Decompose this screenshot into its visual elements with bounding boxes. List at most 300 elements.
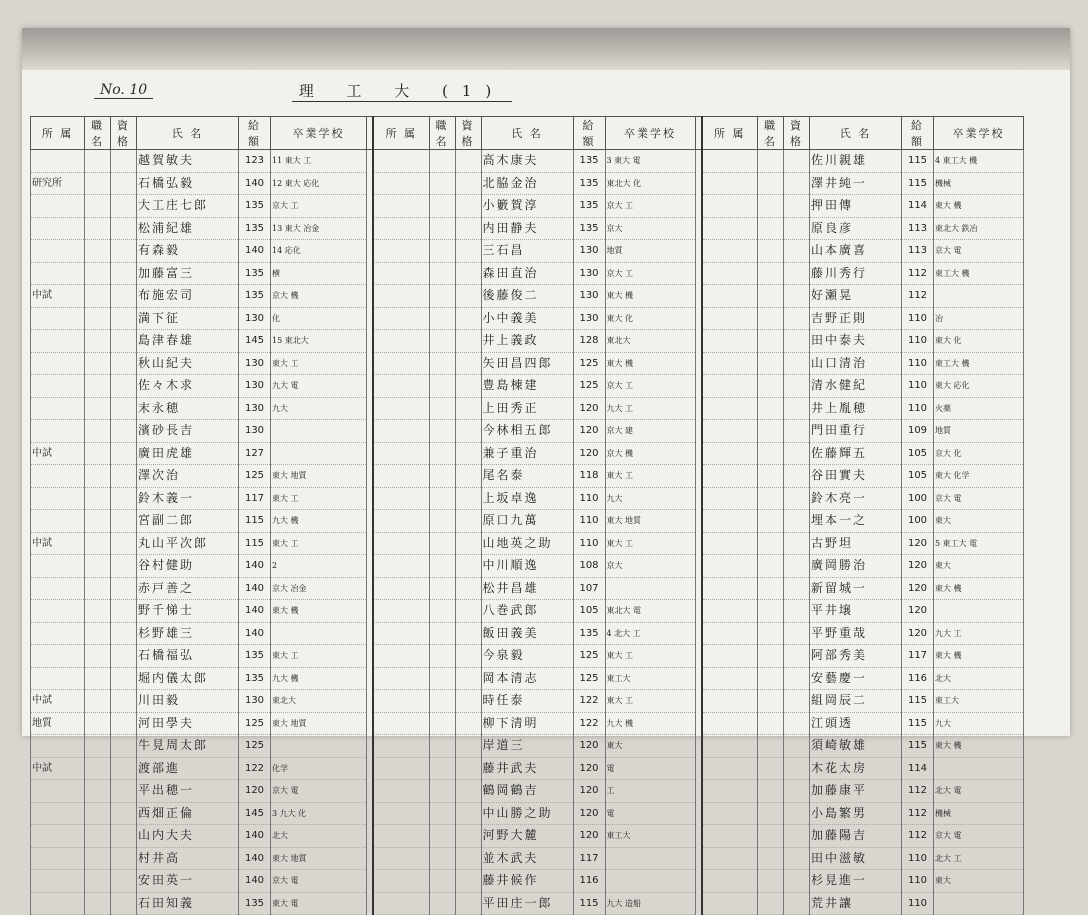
table-row: [31, 285, 1024, 308]
salary-cell: 125: [573, 645, 605, 668]
table-row: [31, 622, 1024, 645]
name-cell: 鶴岡鶴吉: [481, 780, 573, 803]
school-cell: 東工大 機: [934, 262, 1024, 285]
title-cell: [758, 802, 784, 825]
salary-cell: 110: [573, 510, 605, 533]
salary-cell: 115: [902, 712, 934, 735]
dept-cell: [31, 240, 85, 263]
column-header: 卒業学校: [934, 117, 1024, 150]
school-cell: 3 東大 電: [605, 150, 695, 173]
dept-cell: [31, 600, 85, 623]
school-cell: 3 九大 化: [271, 802, 367, 825]
title-cell: [429, 150, 455, 173]
column-header: 職名: [429, 117, 455, 150]
salary-cell: 135: [239, 645, 271, 668]
name-cell: 原良彦: [810, 217, 902, 240]
salary-cell: 135: [239, 892, 271, 915]
dept-cell: [373, 667, 429, 690]
dept-cell: [373, 712, 429, 735]
column-header: 資格: [784, 117, 810, 150]
qual-cell: [111, 172, 137, 195]
name-cell: 山内大夫: [137, 825, 239, 848]
name-cell: 柳下清明: [481, 712, 573, 735]
school-cell: 東大 機: [934, 577, 1024, 600]
document-sheet: [22, 28, 1070, 910]
school-cell: 九大 機: [605, 712, 695, 735]
dept-cell: [702, 712, 758, 735]
dept-cell: [373, 510, 429, 533]
dept-cell: [31, 375, 85, 398]
dept-cell: [373, 802, 429, 825]
school-cell: 東大: [934, 870, 1024, 893]
name-cell: 井上胤穂: [810, 397, 902, 420]
column-header: 給 額: [902, 117, 934, 150]
school-cell: 京大 工: [271, 195, 367, 218]
dept-cell: [31, 825, 85, 848]
salary-cell: 115: [902, 690, 934, 713]
title-cell: [85, 600, 111, 623]
salary-cell: 117: [239, 487, 271, 510]
salary-cell: 140: [239, 870, 271, 893]
name-cell: 矢田昌四郎: [481, 352, 573, 375]
name-cell: 廣岡勝治: [810, 555, 902, 578]
dept-cell: 中試: [31, 285, 85, 308]
column-header: 所 属: [702, 117, 758, 150]
qual-cell: [111, 330, 137, 353]
dept-cell: [702, 420, 758, 443]
school-cell: 京大: [605, 217, 695, 240]
qual-cell: [111, 735, 137, 758]
dept-cell: [31, 330, 85, 353]
title-cell: [85, 780, 111, 803]
table-row: [31, 420, 1024, 443]
qual-cell: [455, 442, 481, 465]
salary-cell: 135: [573, 150, 605, 173]
title-cell: [85, 240, 111, 263]
qual-cell: [784, 397, 810, 420]
qual-cell: [784, 555, 810, 578]
qual-cell: [784, 802, 810, 825]
salary-cell: 117: [902, 645, 934, 668]
school-cell: 京大: [605, 555, 695, 578]
title-cell: [429, 780, 455, 803]
dept-cell: [31, 420, 85, 443]
dept-cell: [373, 442, 429, 465]
qual-cell: [784, 757, 810, 780]
dept-cell: [31, 892, 85, 915]
title-cell: [85, 870, 111, 893]
name-cell: 佐々木求: [137, 375, 239, 398]
dept-cell: [373, 870, 429, 893]
dept-cell: [702, 195, 758, 218]
dept-cell: [31, 847, 85, 870]
dept-cell: [702, 375, 758, 398]
qual-cell: [784, 217, 810, 240]
school-cell: 九大: [271, 397, 367, 420]
dept-cell: [373, 150, 429, 173]
qual-cell: [455, 217, 481, 240]
dept-cell: [31, 780, 85, 803]
title-cell: [85, 735, 111, 758]
name-cell: 山本廣喜: [810, 240, 902, 263]
salary-cell: 115: [902, 150, 934, 173]
table-row: [31, 397, 1024, 420]
qual-cell: [455, 870, 481, 893]
salary-cell: 125: [573, 667, 605, 690]
salary-cell: 118: [573, 465, 605, 488]
dept-cell: [31, 510, 85, 533]
salary-cell: 125: [573, 352, 605, 375]
salary-cell: 135: [573, 172, 605, 195]
title-cell: [429, 532, 455, 555]
salary-cell: 130: [239, 352, 271, 375]
school-cell: 電: [605, 802, 695, 825]
name-cell: 八巻武郎: [481, 600, 573, 623]
qual-cell: [111, 510, 137, 533]
dept-cell: [702, 802, 758, 825]
name-cell: 杉見進一: [810, 870, 902, 893]
salary-cell: 109: [902, 420, 934, 443]
name-cell: 兼子重治: [481, 442, 573, 465]
dept-cell: [31, 802, 85, 825]
name-cell: 並木武夫: [481, 847, 573, 870]
name-cell: 佐川親雄: [810, 150, 902, 173]
salary-cell: 125: [239, 465, 271, 488]
title-cell: [85, 352, 111, 375]
dept-cell: [31, 397, 85, 420]
name-cell: 安藝慶一: [810, 667, 902, 690]
table-row: [31, 532, 1024, 555]
qual-cell: [784, 532, 810, 555]
name-cell: 小島繁男: [810, 802, 902, 825]
title-cell: [85, 757, 111, 780]
column-header: 資格: [111, 117, 137, 150]
name-cell: 平田庄一郎: [481, 892, 573, 915]
title-cell: [85, 532, 111, 555]
name-cell: 宮副二郎: [137, 510, 239, 533]
salary-cell: 110: [902, 307, 934, 330]
title-cell: [758, 285, 784, 308]
name-cell: 藤井武夫: [481, 757, 573, 780]
school-cell: 東大 機: [934, 645, 1024, 668]
qual-cell: [455, 847, 481, 870]
title-cell: [758, 780, 784, 803]
salary-cell: 127: [239, 442, 271, 465]
name-cell: 谷田實夫: [810, 465, 902, 488]
dept-cell: [31, 622, 85, 645]
name-cell: 大工庄七郎: [137, 195, 239, 218]
title-cell: [429, 172, 455, 195]
title-cell: [85, 510, 111, 533]
table-row: [31, 690, 1024, 713]
qual-cell: [111, 285, 137, 308]
qual-cell: [455, 645, 481, 668]
name-cell: 高木康夫: [481, 150, 573, 173]
title-cell: [85, 150, 111, 173]
qual-cell: [111, 667, 137, 690]
dept-cell: [373, 645, 429, 668]
dept-cell: [31, 465, 85, 488]
dept-cell: [702, 442, 758, 465]
name-cell: 豊島棟建: [481, 375, 573, 398]
table-row: [31, 555, 1024, 578]
title-cell: [85, 307, 111, 330]
salary-cell: 115: [902, 172, 934, 195]
salary-cell: 116: [573, 870, 605, 893]
school-cell: 九大 機: [271, 510, 367, 533]
salary-cell: 140: [239, 600, 271, 623]
salary-cell: 110: [902, 330, 934, 353]
school-cell: [934, 892, 1024, 915]
qual-cell: [784, 622, 810, 645]
salary-cell: 112: [902, 802, 934, 825]
name-cell: 平出穂一: [137, 780, 239, 803]
salary-cell: 135: [239, 285, 271, 308]
salary-cell: 120: [239, 780, 271, 803]
column-header: 所 属: [31, 117, 85, 150]
name-cell: 埋本一之: [810, 510, 902, 533]
qual-cell: [455, 780, 481, 803]
name-cell: 今林相五郎: [481, 420, 573, 443]
dept-cell: [373, 825, 429, 848]
name-cell: 鈴木亮一: [810, 487, 902, 510]
name-cell: 西畑正倫: [137, 802, 239, 825]
name-cell: 組岡辰二: [810, 690, 902, 713]
qual-cell: [784, 735, 810, 758]
title-cell: [429, 217, 455, 240]
school-cell: [271, 622, 367, 645]
qual-cell: [455, 172, 481, 195]
qual-cell: [455, 712, 481, 735]
qual-cell: [111, 397, 137, 420]
name-cell: 上坂卓逸: [481, 487, 573, 510]
school-cell: 15 東北大: [271, 330, 367, 353]
name-cell: 新留城一: [810, 577, 902, 600]
school-cell: 地質: [934, 420, 1024, 443]
name-cell: 木花太房: [810, 757, 902, 780]
name-cell: 押田傳: [810, 195, 902, 218]
qual-cell: [784, 240, 810, 263]
name-cell: 越賀敏夫: [137, 150, 239, 173]
title-cell: [758, 600, 784, 623]
salary-cell: 100: [902, 487, 934, 510]
salary-cell: 135: [573, 622, 605, 645]
qual-cell: [784, 577, 810, 600]
qual-cell: [111, 240, 137, 263]
name-cell: 島津春雄: [137, 330, 239, 353]
table-row: [31, 465, 1024, 488]
dept-cell: [702, 825, 758, 848]
qual-cell: [784, 780, 810, 803]
name-cell: 堀内儀太郎: [137, 667, 239, 690]
salary-cell: 110: [902, 847, 934, 870]
salary-cell: 120: [902, 577, 934, 600]
salary-cell: 125: [239, 735, 271, 758]
dept-cell: [702, 847, 758, 870]
name-cell: 牛見周太郎: [137, 735, 239, 758]
salary-cell: 115: [573, 892, 605, 915]
sheet-title: 理 工 大 (1): [292, 80, 512, 102]
dept-cell: [702, 307, 758, 330]
qual-cell: [111, 375, 137, 398]
dept-cell: [373, 600, 429, 623]
qual-cell: [784, 870, 810, 893]
school-cell: 京大 化: [934, 442, 1024, 465]
qual-cell: [455, 262, 481, 285]
salary-cell: 115: [239, 510, 271, 533]
name-cell: 吉野正則: [810, 307, 902, 330]
salary-cell: 120: [902, 600, 934, 623]
name-cell: 加藤富三: [137, 262, 239, 285]
title-cell: [85, 847, 111, 870]
table-row: [31, 825, 1024, 848]
table-row: [31, 735, 1024, 758]
dept-cell: [702, 532, 758, 555]
title-cell: [85, 397, 111, 420]
qual-cell: [784, 600, 810, 623]
name-cell: 満下征: [137, 307, 239, 330]
school-cell: 14 応化: [271, 240, 367, 263]
title-cell: [85, 375, 111, 398]
title-cell: [758, 870, 784, 893]
title-cell: [429, 555, 455, 578]
title-cell: [85, 195, 111, 218]
name-cell: 小中義美: [481, 307, 573, 330]
table-row: [31, 802, 1024, 825]
dept-cell: [702, 870, 758, 893]
dept-cell: [702, 735, 758, 758]
title-cell: [758, 150, 784, 173]
school-cell: 東大 機: [934, 195, 1024, 218]
dept-cell: [373, 780, 429, 803]
title-cell: [429, 577, 455, 600]
name-cell: 上田秀正: [481, 397, 573, 420]
dept-cell: [702, 465, 758, 488]
name-cell: 阿部秀美: [810, 645, 902, 668]
title-cell: [85, 667, 111, 690]
qual-cell: [455, 285, 481, 308]
salary-cell: 145: [239, 802, 271, 825]
school-cell: 東大 工: [605, 690, 695, 713]
qual-cell: [111, 690, 137, 713]
dept-cell: [31, 352, 85, 375]
title-cell: [758, 172, 784, 195]
qual-cell: [111, 780, 137, 803]
qual-cell: [784, 712, 810, 735]
column-header: 資格: [455, 117, 481, 150]
school-cell: 東大 工: [271, 645, 367, 668]
title-cell: [85, 622, 111, 645]
dept-cell: 中試: [31, 442, 85, 465]
salary-cell: 140: [239, 555, 271, 578]
title-cell: [85, 172, 111, 195]
dept-cell: 中試: [31, 532, 85, 555]
dept-cell: [373, 555, 429, 578]
title-cell: [758, 712, 784, 735]
title-cell: [758, 757, 784, 780]
title-cell: [429, 510, 455, 533]
name-cell: 安田英一: [137, 870, 239, 893]
school-cell: 北大: [271, 825, 367, 848]
school-cell: 東大 工: [605, 532, 695, 555]
column-header: 給 額: [239, 117, 271, 150]
qual-cell: [111, 150, 137, 173]
name-cell: 中川順逸: [481, 555, 573, 578]
salary-cell: 120: [573, 442, 605, 465]
qual-cell: [455, 195, 481, 218]
qual-cell: [455, 240, 481, 263]
salary-cell: 140: [239, 577, 271, 600]
title-cell: [429, 487, 455, 510]
column-header: 氏 名: [481, 117, 573, 150]
qual-cell: [111, 465, 137, 488]
scan-shadow-band: [22, 28, 1070, 70]
table-row: [31, 375, 1024, 398]
school-cell: 横: [271, 262, 367, 285]
qual-cell: [455, 352, 481, 375]
qual-cell: [784, 352, 810, 375]
school-cell: 東大 工: [271, 487, 367, 510]
name-cell: 秋山紀夫: [137, 352, 239, 375]
qual-cell: [455, 555, 481, 578]
school-cell: [605, 870, 695, 893]
title-cell: [758, 195, 784, 218]
title-cell: [429, 802, 455, 825]
qual-cell: [455, 532, 481, 555]
dept-cell: [31, 487, 85, 510]
name-cell: 今泉毅: [481, 645, 573, 668]
salary-cell: 120: [902, 622, 934, 645]
qual-cell: [784, 195, 810, 218]
name-cell: 澤井純一: [810, 172, 902, 195]
qual-cell: [111, 532, 137, 555]
dept-cell: [373, 735, 429, 758]
name-cell: 加藤陽吉: [810, 825, 902, 848]
school-cell: 京大 電: [271, 870, 367, 893]
salary-cell: 140: [239, 172, 271, 195]
school-cell: 京大 機: [271, 285, 367, 308]
qual-cell: [455, 307, 481, 330]
table-row: [31, 150, 1024, 173]
header-row: [31, 117, 1024, 150]
title-cell: [85, 487, 111, 510]
school-cell: [605, 577, 695, 600]
name-cell: 後藤俊二: [481, 285, 573, 308]
school-cell: 東大 工: [605, 645, 695, 668]
qual-cell: [784, 420, 810, 443]
dept-cell: [702, 262, 758, 285]
salary-cell: 135: [573, 195, 605, 218]
salary-cell: 125: [573, 375, 605, 398]
school-cell: 京大 電: [934, 487, 1024, 510]
school-cell: 工: [605, 780, 695, 803]
dept-cell: [702, 397, 758, 420]
name-cell: 好瀬晃: [810, 285, 902, 308]
table-row: [31, 240, 1024, 263]
dept-cell: [31, 217, 85, 240]
school-cell: 北大 工: [934, 847, 1024, 870]
title-cell: [85, 892, 111, 915]
title-cell: [758, 442, 784, 465]
qual-cell: [111, 645, 137, 668]
name-cell: 須崎敏雄: [810, 735, 902, 758]
qual-cell: [784, 690, 810, 713]
salary-cell: 122: [573, 690, 605, 713]
name-cell: 布施宏司: [137, 285, 239, 308]
table-row: [31, 870, 1024, 893]
table-row: [31, 195, 1024, 218]
salary-cell: 105: [573, 600, 605, 623]
